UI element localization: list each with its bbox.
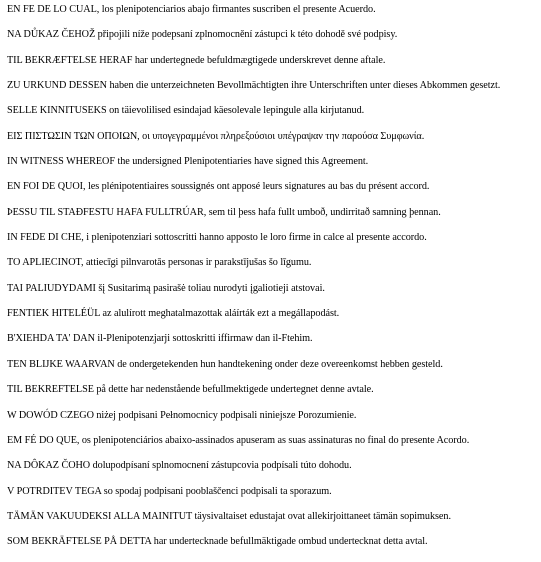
clause-english: IN WITNESS WHEREOF the undersigned Plenipotentiaries have signed this Agreement.	[7, 156, 369, 168]
clause-czech: NA DŮKAZ ČEHOŽ připojili níže podepsaní zplnomocnění zástupci k této dohodě své podpisy.	[7, 29, 398, 41]
clause-maltese: B'XIEHDA TA' DAN il-Plenipotenzjarji sottoskritti iffirmaw dan il-Ftehim.	[7, 333, 313, 345]
clause-spanish: EN FE DE LO CUAL, los plenipotenciarios abajo firmantes suscriben el presente Acuerdo.	[7, 4, 376, 15]
clause-finnish: TÄMÄN VAKUUDEKSI ALLA MAINITUT täysivaltaiset edustajat ovat allekirjoittaneet tämän sopimuksen.	[7, 510, 451, 522]
clause-icelandic: ÞESSU TIL STAÐFESTU HAFA FULLTRÚAR, sem til þess hafa fullt umboð, undirritað samning þennan.	[7, 206, 441, 218]
clause-swedish: SOM BEKRÄFTELSE PÅ DETTA har undertecknade befullmäktigade ombud undertecknat detta avtal.	[7, 536, 428, 548]
clause-latvian: TO APLIECINOT, attiecīgi pilnvarotās personas ir parakstījušas šo līgumu.	[7, 257, 312, 269]
clause-portuguese: EM FÉ DO QUE, os plenipotenciários abaixo-assinados apuseram as suas assinaturas no final do presente Acordo.	[7, 434, 470, 446]
clause-german: ZU URKUND DESSEN haben die unterzeichneten Bevollmächtigten ihre Unterschriften unter dieses Abkommen gesetzt.	[7, 80, 501, 92]
clause-hungarian: FENTIEK HITELÉÜL az alulírott meghatalmazottak aláírták ezt a megállapodást.	[7, 308, 340, 320]
clause-dutch: TEN BLIJKE WAARVAN de ondergetekenden hun handtekening onder deze overeenkomst hebben gesteld.	[7, 358, 443, 370]
signature-clauses-document	[7, 4, 539, 562]
clause-polish: W DOWÓD CZEGO niżej podpisani Pełnomocnicy podpisali niniejsze Porozumienie.	[7, 409, 357, 421]
clause-greek: ΕΙΣ ΠΙΣΤΩΣΙΝ ΤΩΝ ΟΠΟΙΩΝ, οι υπογεγραμμένοι πληρεξούσιοι υπέγραψαν την παρούσα Συμφωνία.	[7, 130, 425, 142]
clause-italian: IN FEDE DI CHE, i plenipotenziari sottoscritti hanno apposto le loro firme in calce al presente accordo.	[7, 232, 427, 244]
clause-danish: TIL BEKRÆFTELSE HERAF har undertegnede befuldmægtigede underskrevet denne aftale.	[7, 54, 386, 66]
clause-norwegian: TIL BEKREFTELSE på dette har nedenstående befullmektigede undertegnet denne avtale.	[7, 384, 374, 396]
clause-estonian: SELLE KINNITUSEKS on täievolilised esindajad käesolevale lepingule alla kirjutanud.	[7, 105, 365, 117]
clause-french: EN FOI DE QUOI, les plénipotentiaires soussignés ont apposé leurs signatures au bas du présent accord.	[7, 181, 430, 193]
clause-lithuanian: TAI PALIUDYDAMI šį Susitarimą pasirašė toliau nurodyti įgaliotieji atstovai.	[7, 282, 325, 294]
clause-slovak: NA DÔKAZ ČOHO dolupodpísaní splnomocnení zástupcovia podpísali túto dohodu.	[7, 460, 352, 472]
clause-slovenian: V POTRDITEV TEGA so spodaj podpisani pooblaščenci podpisali ta sporazum.	[7, 485, 332, 497]
